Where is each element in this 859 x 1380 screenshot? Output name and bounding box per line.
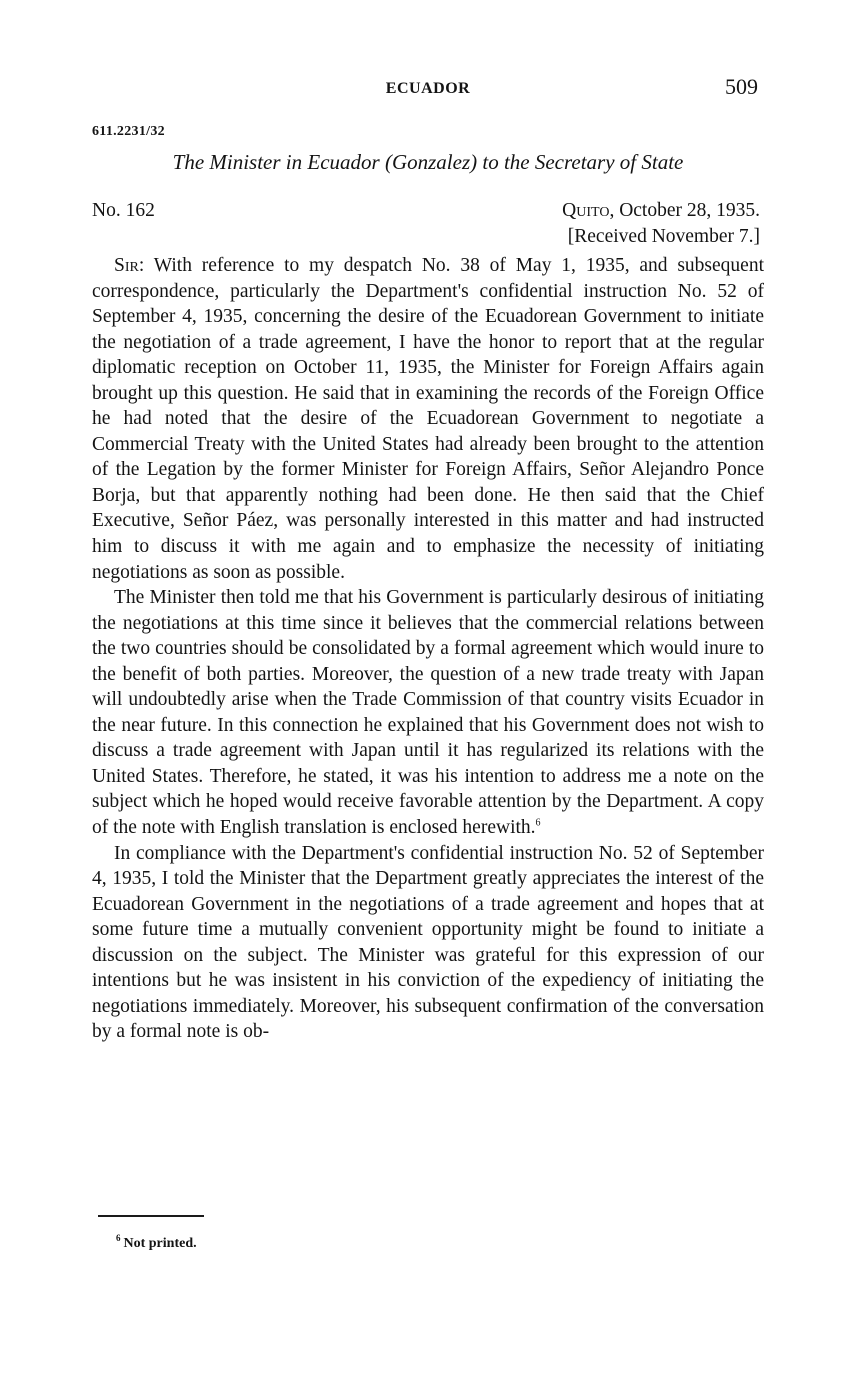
place-and-date: [562, 198, 760, 224]
received-date: [Received November 7.]: [567, 226, 760, 247]
paragraph-1: [92, 253, 764, 585]
footnote-divider: [98, 1215, 204, 1217]
footnote: [116, 1233, 197, 1252]
salutation: Sir: [114, 255, 139, 276]
despatch-number: No. 162: [92, 200, 155, 221]
page-number: 509: [725, 74, 758, 99]
paragraph-1-text: : With reference to my despatch No. 38 of May 1, 1935, and subsequent correspondence, particularly the Department's confidential instruction No. 52 of September 4, 1935, concerning the desire of the Ecuadorean Government to initiate the negotiation of a trade agreement, I have the honor to report that at the regular diplomatic reception on October 11, 1935, the Minister for Foreign Affairs again brought up this question. He said that in examining the records of the Foreign Office he had noted that the desire of the Ecuadorean Government to negotiate a Commercial Treaty with the United States had already been brought to the attention of the Legation by the former Minister for Foreign Affairs, Señor Alejandro Ponce Borja, but that apparently nothing had been done. He then said that the Chief Executive, Señor Páez, was personally interested in this matter and had instructed him to discuss it with me again and to emphasize the necessity of initiating negotiations as soon as possible.: [92, 255, 764, 583]
footnote-mark: 6: [116, 1233, 121, 1244]
paragraph-3-text: In compliance with the Department's confidential instruction No. 52 of September 4, 1935, I told the Minister that the Department greatly appreciates the interest of the Ecuadorean Government in the negotiations of a trade agreement and hopes that at some future time a mutually convenient opportunity might be found to initiate a discussion on the subject. The Minister was grateful for this expression of our intentions but he was insistent in his conviction of the expediency of initiating the negotiations immediately. Moreover, his subsequent confirmation of the conversation by a formal note is ob-: [92, 842, 764, 1043]
letter-date: , October 28, 1935.: [609, 200, 760, 221]
paragraph-3: [92, 841, 764, 1045]
place-name: Quito: [562, 200, 610, 221]
footnote-reference[interactable]: 6: [535, 817, 541, 829]
file-number: 611.2231/32: [92, 124, 165, 139]
running-head: [92, 74, 764, 102]
footnote-text: Not printed.: [123, 1236, 197, 1251]
document-page: [92, 0, 764, 1380]
paragraph-2-text: The Minister then told me that his Government is particularly desirous of initiating the negotiations at this time since it believes that the commercial relations between the two countries should be consolidated by a formal agreement which would inure to the benefit of both parties. Moreover, the question of a new trade treaty with Japan will undoubtedly arise when the Trade Commission of that country visits Ecuador in the near future. In this connection he explained that his Government does not wish to discuss a trade agreement with Japan until it has regularized its relations with the United States. Therefore, he stated, it was his intention to address me a note on the subject which he hoped would receive favorable attention by the Department. A copy of the note with English translation is enclosed herewith.: [92, 587, 764, 839]
running-title: ECUADOR: [385, 80, 471, 97]
letter-body: [92, 253, 764, 1045]
document-title: The Minister in Ecuador (Gonzalez) to the Secretary of State: [172, 150, 684, 174]
paragraph-2: [92, 585, 764, 840]
